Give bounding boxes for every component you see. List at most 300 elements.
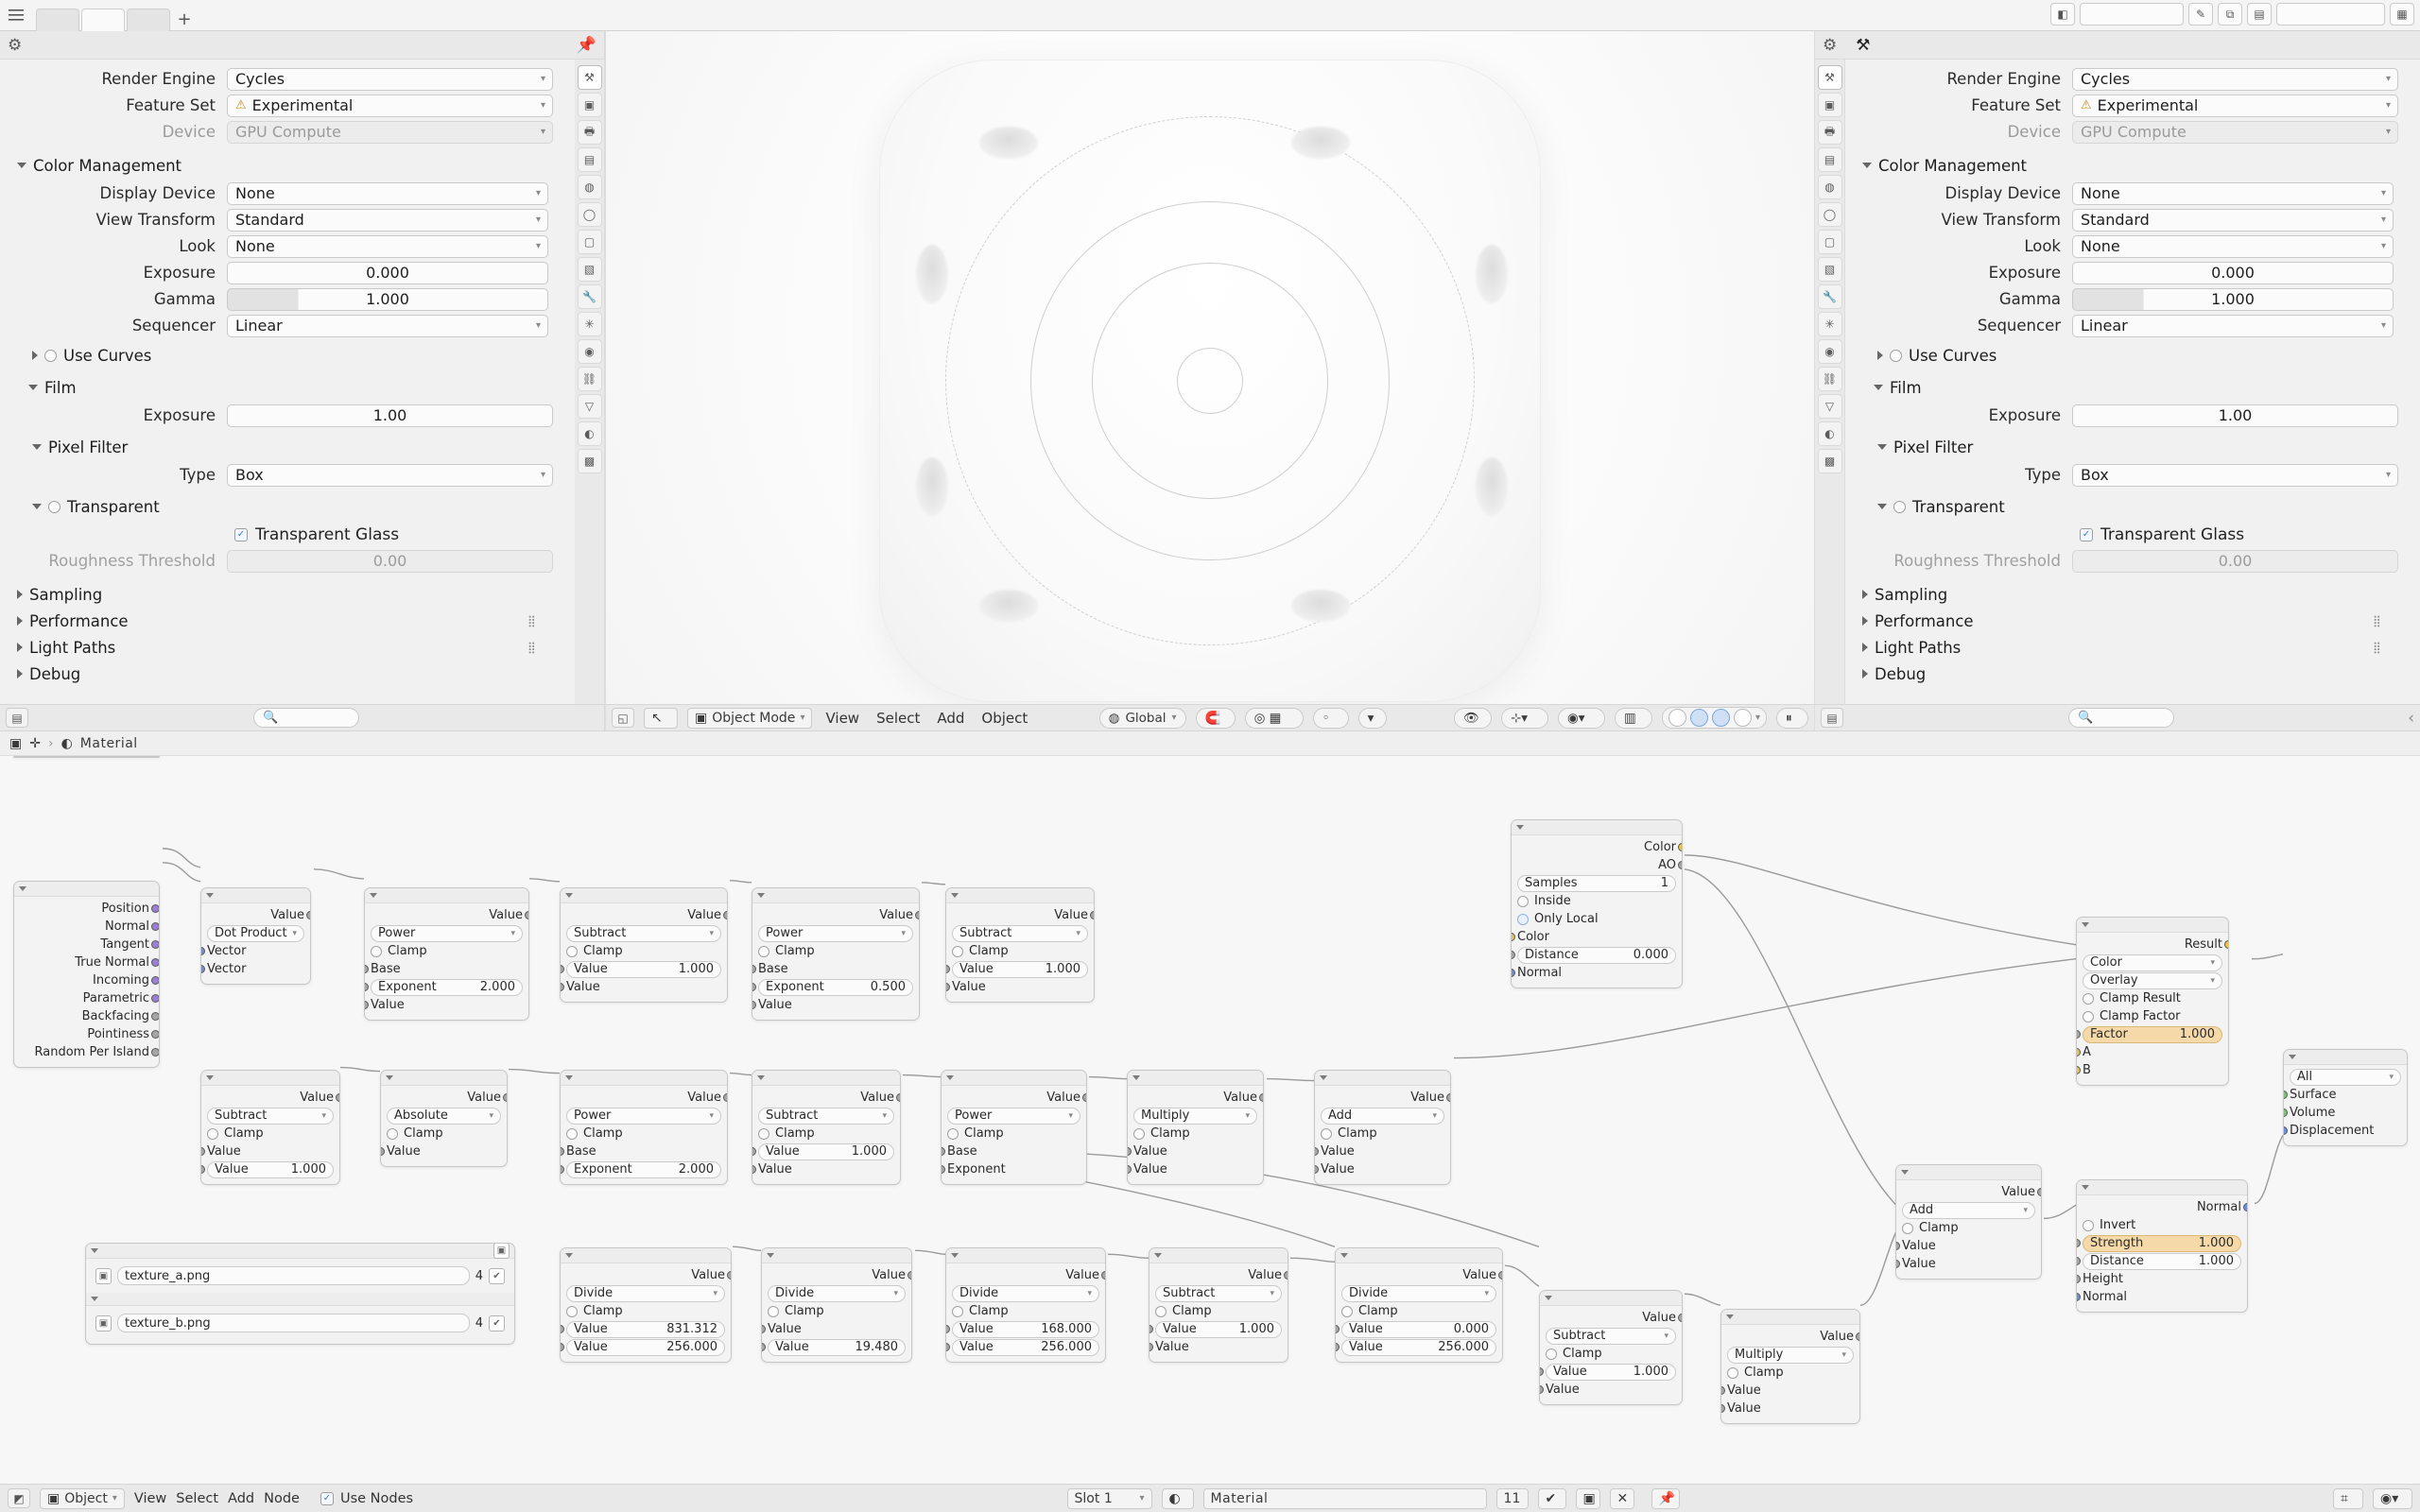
tab-physics[interactable]: ◉ — [578, 339, 602, 364]
debug-section[interactable] — [1862, 662, 2409, 686]
tab-object[interactable]: ▧ — [578, 257, 602, 282]
target-dropdown[interactable]: All ▾ — [2290, 1068, 2401, 1086]
operation-dropdown[interactable]: Subtract ▾ — [566, 924, 721, 942]
node-header[interactable] — [381, 1071, 507, 1086]
displacement-input-row[interactable] — [2290, 1122, 2401, 1140]
workspace-tab-3[interactable] — [127, 9, 170, 31]
node-math-subtract-2[interactable] — [945, 887, 1095, 1003]
node-header[interactable] — [86, 1244, 514, 1259]
color-management-section[interactable] — [17, 153, 562, 178]
node-output-row[interactable] — [952, 906, 1088, 924]
roughness-threshold-field[interactable] — [227, 550, 553, 573]
node-math-power-3[interactable] — [560, 1070, 728, 1185]
strength-field-row[interactable] — [2083, 1234, 2241, 1252]
clamp-factor-row[interactable] — [2083, 1007, 2222, 1025]
tab-constraints[interactable]: ⛓ — [578, 367, 602, 391]
filter-type-field[interactable] — [227, 464, 553, 487]
value-field-row[interactable] — [1546, 1363, 1676, 1381]
node-input-row[interactable] — [1321, 1143, 1444, 1160]
tab-data[interactable]: ▽ — [578, 394, 602, 419]
shading-rendered[interactable] — [1734, 709, 1752, 727]
clamp-checkbox-row[interactable] — [566, 1125, 721, 1143]
xray-icon[interactable]: ▥ — [1615, 708, 1652, 729]
node-canvas[interactable] — [0, 756, 2420, 1484]
film-exposure-field[interactable] — [2072, 404, 2398, 427]
node-output-row[interactable] — [1321, 1089, 1444, 1107]
light-paths-section[interactable] — [17, 635, 562, 660]
node-input-row[interactable] — [1727, 1382, 1854, 1400]
unlink-icon[interactable]: ✕ — [1610, 1488, 1634, 1509]
node-mix-rgb[interactable] — [2076, 917, 2229, 1086]
node-output-row[interactable] — [20, 1007, 149, 1025]
image-icon[interactable]: ▣ — [95, 1315, 112, 1332]
tab-view-layer[interactable]: ▤ — [578, 147, 602, 172]
node-input-row[interactable] — [207, 1143, 334, 1160]
image-users-count[interactable]: 4 — [475, 1315, 483, 1331]
node-math-power[interactable] — [364, 887, 529, 1021]
node-input-row[interactable] — [947, 1160, 1080, 1178]
debug-section[interactable] — [17, 662, 562, 686]
node-output-row[interactable] — [20, 989, 149, 1007]
properties-tab-column-right[interactable] — [1815, 60, 1845, 704]
node-header[interactable] — [561, 1071, 727, 1086]
tab-tool[interactable]: ⚒ — [578, 65, 602, 90]
exposure-field[interactable] — [2072, 262, 2394, 284]
options-icon[interactable]: ⣿ — [2373, 641, 2382, 654]
exponent-field-row[interactable] — [371, 978, 523, 996]
node-output-row[interactable] — [20, 971, 149, 989]
look-field[interactable] — [2072, 235, 2394, 258]
shading-solid[interactable] — [1690, 709, 1708, 727]
transparent-checkbox[interactable] — [48, 501, 60, 513]
gizmo-icon[interactable]: ⊹▾ — [1501, 708, 1548, 729]
tab-particles[interactable]: ✳ — [578, 312, 602, 336]
node-output-row[interactable] — [20, 954, 149, 971]
node-input-row[interactable] — [1727, 1400, 1854, 1418]
tab-modifiers[interactable]: 🔧 — [1818, 284, 1842, 309]
node-output-row[interactable] — [947, 1089, 1080, 1107]
node-output-row[interactable] — [20, 936, 149, 954]
tab-world[interactable]: ◯ — [578, 202, 602, 227]
options-icon[interactable]: ⣿ — [527, 641, 537, 654]
tab-view-layer[interactable]: ▤ — [1818, 147, 1842, 172]
node-header[interactable] — [946, 888, 1094, 903]
clamp-checkbox-row[interactable] — [952, 1302, 1099, 1320]
view-layer-icon[interactable]: ▤ — [2247, 3, 2272, 26]
b-input-row[interactable] — [2083, 1061, 2222, 1079]
editor-type-icon[interactable]: ▤ — [6, 708, 28, 728]
node-input-row[interactable] — [371, 996, 523, 1014]
display-device-field[interactable] — [227, 182, 548, 205]
fake-user-icon[interactable]: ✔ — [489, 1315, 505, 1332]
sampling-section[interactable] — [17, 582, 562, 607]
workspace-tab-1[interactable] — [36, 9, 79, 31]
node-input-row[interactable] — [1155, 1338, 1282, 1356]
tab-output[interactable]: 🖶 — [1818, 120, 1842, 145]
node-output-row[interactable] — [758, 1089, 894, 1107]
tab-texture[interactable]: ▩ — [1818, 449, 1842, 473]
node-subheader[interactable] — [86, 1293, 514, 1306]
overlays-icon[interactable]: ◉▾ — [1558, 708, 1605, 729]
transparent-glass-checkbox[interactable]: ✓ — [234, 528, 248, 541]
node-input-row[interactable] — [566, 1143, 721, 1160]
clamp-checkbox-row[interactable] — [1902, 1219, 2035, 1237]
filter-type-field[interactable] — [2072, 464, 2398, 487]
operation-dropdown[interactable]: Multiply ▾ — [1133, 1107, 1257, 1125]
exponent-field-row[interactable] — [566, 1160, 721, 1178]
clamp-checkbox-row[interactable] — [947, 1125, 1080, 1143]
node-editor-icon[interactable]: ◩ — [8, 1488, 30, 1508]
value-field-row[interactable] — [768, 1338, 906, 1356]
mode-selector[interactable]: ▣ Object Mode ▾ — [687, 708, 812, 729]
tool-icon[interactable]: ⚒ — [1856, 35, 1871, 55]
tab-render[interactable]: ▣ — [1818, 93, 1842, 117]
node-math-absolute[interactable] — [380, 1070, 508, 1167]
node-output-row[interactable] — [1133, 1089, 1257, 1107]
tab-material[interactable]: ◐ — [1818, 421, 1842, 446]
collapse-icon[interactable]: ‹ — [2408, 708, 2414, 728]
node-input-row[interactable] — [566, 978, 721, 996]
value-field-row[interactable] — [1341, 1320, 1496, 1338]
tab-texture[interactable]: ▩ — [578, 449, 602, 473]
workspace-tabs[interactable] — [32, 0, 197, 31]
node-output-row[interactable] — [20, 1043, 149, 1061]
render-engine-field[interactable] — [2072, 68, 2398, 91]
shading-mode-group[interactable]: ▾ — [1662, 707, 1767, 729]
display-device-field[interactable] — [2072, 182, 2394, 205]
snap-icon[interactable]: ⌗ — [2333, 1488, 2363, 1509]
distance-field-row[interactable] — [2083, 1252, 2241, 1270]
menu-select[interactable]: Select — [876, 709, 921, 727]
node-input-row[interactable] — [387, 1143, 501, 1160]
search-input[interactable] — [253, 708, 359, 728]
value-field-row[interactable] — [1341, 1338, 1496, 1356]
a-input-row[interactable] — [2083, 1043, 2222, 1061]
operation-dropdown[interactable]: Subtract ▾ — [952, 924, 1088, 942]
viewport-gizmo-button[interactable]: ↖ — [644, 708, 678, 729]
node-math-subtract-4[interactable] — [752, 1070, 901, 1185]
slot-selector[interactable]: Slot 1 ▾ — [1067, 1488, 1152, 1509]
value-field-row[interactable] — [566, 960, 721, 978]
node-output-row[interactable] — [1341, 1266, 1496, 1284]
node-output-row[interactable] — [758, 906, 913, 924]
properties-tab-column-left[interactable] — [575, 60, 605, 704]
clamp-result-row[interactable] — [2083, 989, 2222, 1007]
value-field-row[interactable] — [207, 1160, 334, 1178]
transparent-section[interactable] — [1877, 494, 2409, 519]
tab-world[interactable]: ◯ — [1818, 202, 1842, 227]
node-header[interactable] — [561, 1248, 731, 1263]
menu-select[interactable]: Select — [176, 1490, 219, 1506]
image-datablock-icons[interactable] — [493, 1243, 510, 1259]
tab-scene[interactable]: ◍ — [1818, 175, 1842, 199]
scene-field[interactable] — [2080, 3, 2184, 26]
node-header[interactable] — [1896, 1165, 2041, 1180]
clamp-checkbox-row[interactable] — [371, 942, 523, 960]
clamp-checkbox-row[interactable] — [1546, 1345, 1676, 1363]
node-output-row[interactable] — [1546, 1309, 1676, 1327]
gamma-field[interactable] — [227, 288, 548, 311]
node-header[interactable] — [561, 888, 727, 903]
node-math-power-4[interactable] — [941, 1070, 1087, 1185]
operation-dropdown[interactable]: Divide ▾ — [1341, 1284, 1496, 1302]
value-field-row[interactable] — [566, 1338, 725, 1356]
operation-dropdown[interactable]: Dot Product ▾ — [207, 924, 304, 942]
options-icon[interactable]: ⣿ — [527, 614, 537, 627]
volume-input-row[interactable] — [2290, 1104, 2401, 1122]
use-curves-row[interactable] — [1877, 343, 2409, 368]
node-math-divide-3[interactable] — [945, 1247, 1106, 1363]
node-math-subtract-3[interactable] — [200, 1070, 340, 1185]
browse-material-icon[interactable]: ◐ — [1162, 1488, 1194, 1509]
normal-input-row[interactable] — [1517, 964, 1676, 982]
image-row[interactable] — [95, 1312, 505, 1334]
node-header[interactable] — [752, 1071, 900, 1086]
performance-section[interactable] — [1862, 609, 2409, 633]
use-nodes-checkbox[interactable]: ✓ — [320, 1492, 334, 1505]
node-output-row[interactable] — [387, 1089, 501, 1107]
clamp-checkbox-row[interactable] — [1321, 1125, 1444, 1143]
proportional-falloff-dropdown[interactable]: ▾ — [1358, 708, 1387, 729]
tab-physics[interactable]: ◉ — [1818, 339, 1842, 364]
node-tree-icon[interactable]: ▣ — [9, 735, 23, 751]
distance-field-row[interactable] — [1517, 946, 1676, 964]
options-icon[interactable]: ⣿ — [2373, 614, 2382, 627]
node-math-subtract-6[interactable] — [1539, 1290, 1683, 1405]
transparent-checkbox[interactable] — [1893, 501, 1906, 513]
pixel-filter-section[interactable] — [1877, 435, 2409, 459]
node-bump[interactable] — [2076, 1179, 2248, 1313]
node-math-subtract[interactable] — [560, 887, 728, 1003]
copy-scene-icon[interactable]: ⧉ — [2218, 3, 2242, 26]
viewport-3d[interactable] — [605, 31, 1815, 730]
node-image-texture-group[interactable] — [85, 1243, 515, 1345]
tab-modifiers[interactable]: 🔧 — [578, 284, 602, 309]
node-input-row[interactable] — [952, 978, 1088, 996]
material-name-field[interactable] — [1203, 1488, 1487, 1509]
node-input-row[interactable] — [1902, 1255, 2035, 1273]
tab-constraints[interactable]: ⛓ — [1818, 367, 1842, 391]
search-input[interactable] — [2068, 708, 2174, 728]
proportional-edit-icon[interactable]: ◦ — [1313, 708, 1349, 729]
view-layer-field[interactable] — [2276, 3, 2385, 26]
node-header[interactable] — [762, 1248, 911, 1263]
clamp-checkbox-row[interactable] — [207, 1125, 334, 1143]
operation-dropdown[interactable]: Divide ▾ — [566, 1284, 725, 1302]
node-output-row[interactable] — [952, 1266, 1099, 1284]
node-input-row[interactable] — [1321, 1160, 1444, 1178]
image-icon[interactable]: ▣ — [95, 1268, 112, 1284]
operation-dropdown[interactable]: Power ▾ — [947, 1107, 1080, 1125]
viewport-canvas[interactable] — [606, 31, 1814, 730]
new-material-icon[interactable]: ▣ — [1576, 1488, 1600, 1509]
clamp-checkbox-row[interactable] — [1133, 1125, 1257, 1143]
clamp-checkbox-row[interactable] — [758, 1125, 894, 1143]
tab-particles[interactable]: ✳ — [1818, 312, 1842, 336]
add-icon[interactable]: ✛ — [29, 735, 41, 751]
invert-checkbox-row[interactable] — [2083, 1216, 2241, 1234]
editor-type-icon[interactable]: ▤ — [1821, 708, 1843, 728]
film-section[interactable] — [1874, 375, 2409, 400]
scene-icon[interactable]: ◧ — [2050, 3, 2075, 26]
tab-collection[interactable]: ▢ — [1818, 230, 1842, 254]
transform-orientation-selector[interactable]: ◍ Global ▾ — [1099, 708, 1186, 729]
operation-dropdown[interactable]: Multiply ▾ — [1727, 1346, 1854, 1364]
overlay-icon[interactable]: ◉▾ — [2373, 1488, 2412, 1509]
operation-dropdown[interactable]: Absolute ▾ — [387, 1107, 501, 1125]
shader-type-selector[interactable]: ▣ Object ▾ — [40, 1488, 125, 1509]
film-exposure-field[interactable] — [227, 404, 553, 427]
pin-icon[interactable]: 📌 — [576, 35, 596, 55]
clamp-checkbox-row[interactable] — [566, 942, 721, 960]
magnet-icon[interactable]: 🧲 — [1196, 708, 1236, 729]
node-output-row[interactable] — [566, 906, 721, 924]
clamp-checkbox-row[interactable] — [387, 1125, 501, 1143]
workspace-tab-2[interactable] — [81, 9, 125, 31]
menu-view[interactable]: View — [133, 1490, 167, 1506]
view-transform-field[interactable] — [2072, 209, 2394, 232]
view-transform-field[interactable] — [227, 209, 548, 232]
node-input-row[interactable] — [947, 1143, 1080, 1160]
render-engine-field[interactable] — [227, 68, 553, 91]
height-input-row[interactable] — [2083, 1270, 2241, 1288]
factor-field-row[interactable] — [2083, 1025, 2222, 1043]
node-header[interactable] — [2077, 918, 2228, 933]
node-output-row[interactable] — [2083, 1198, 2241, 1216]
node-output-row[interactable] — [207, 906, 304, 924]
menu-node[interactable]: Node — [264, 1490, 300, 1506]
fake-user-icon[interactable]: ✔ — [1538, 1488, 1566, 1509]
node-header[interactable] — [752, 888, 919, 903]
performance-section[interactable] — [17, 609, 562, 633]
node-output-row[interactable] — [1517, 838, 1676, 856]
clamp-checkbox-row[interactable] — [1155, 1302, 1282, 1320]
node-header[interactable] — [1150, 1248, 1288, 1263]
value-field-row[interactable] — [1155, 1320, 1282, 1338]
node-header[interactable] — [2284, 1050, 2407, 1065]
light-paths-section[interactable] — [1862, 635, 2409, 660]
pause-icon[interactable]: ⏸ — [1776, 708, 1808, 729]
node-math-add-2[interactable] — [1895, 1164, 2042, 1280]
exposure-field[interactable] — [227, 262, 548, 284]
node-math-add[interactable] — [1314, 1070, 1451, 1185]
roughness-threshold-field[interactable] — [2072, 550, 2398, 573]
node-math-multiply-2[interactable] — [1720, 1309, 1860, 1424]
tab-tool[interactable]: ⚒ — [1818, 65, 1842, 90]
normal-input-row[interactable] — [2083, 1288, 2241, 1306]
node-ambient-occlusion[interactable] — [1511, 819, 1683, 988]
node-header[interactable] — [1512, 820, 1682, 835]
tab-data[interactable]: ▽ — [1818, 394, 1842, 419]
value-field-row[interactable] — [952, 1320, 1099, 1338]
node-math-divide-2[interactable] — [761, 1247, 912, 1363]
node-header[interactable] — [14, 882, 159, 897]
device-field[interactable] — [2072, 121, 2398, 144]
operation-dropdown[interactable]: Power ▾ — [566, 1107, 721, 1125]
node-input-row[interactable] — [758, 996, 913, 1014]
visibility-icon[interactable]: 👁 — [1454, 708, 1492, 729]
node-input-row[interactable] — [1133, 1143, 1257, 1160]
menu-object[interactable]: Object — [981, 709, 1028, 727]
node-vector-math[interactable] — [200, 887, 311, 985]
properties-editor-icon[interactable]: ⚙ — [8, 35, 23, 55]
clamp-checkbox-row[interactable] — [768, 1302, 906, 1320]
look-field[interactable] — [227, 235, 548, 258]
node-header[interactable] — [1540, 1291, 1682, 1306]
node-header[interactable] — [201, 1071, 339, 1086]
node-output-row[interactable] — [1902, 1183, 2035, 1201]
color-input-row[interactable] — [1517, 928, 1676, 946]
snapping-options[interactable]: ◎ ▦ — [1245, 708, 1304, 729]
operation-dropdown[interactable]: Add ▾ — [1902, 1201, 2035, 1219]
film-section[interactable] — [28, 375, 562, 400]
tab-material[interactable]: ◐ — [578, 421, 602, 446]
image-row[interactable] — [95, 1264, 505, 1287]
operation-dropdown[interactable]: Divide ▾ — [768, 1284, 906, 1302]
inside-checkbox-row[interactable] — [1517, 892, 1676, 910]
clamp-checkbox-row[interactable] — [758, 942, 913, 960]
node-output-row[interactable] — [1727, 1328, 1854, 1346]
node-input-row[interactable] — [758, 960, 913, 978]
color-management-section[interactable] — [1862, 153, 2409, 178]
node-header[interactable] — [1721, 1310, 1859, 1325]
operation-dropdown[interactable]: Subtract ▾ — [1155, 1284, 1282, 1302]
clamp-checkbox-row[interactable] — [1727, 1364, 1854, 1382]
menu-add[interactable]: Add — [228, 1490, 255, 1506]
operation-dropdown[interactable]: Subtract ▾ — [207, 1107, 334, 1125]
transparent-section[interactable] — [32, 494, 562, 519]
add-workspace-button[interactable]: + — [177, 9, 192, 29]
node-math-divide-4[interactable] — [1335, 1247, 1503, 1363]
node-output-row[interactable] — [768, 1266, 906, 1284]
new-scene-icon[interactable]: ✎ — [2188, 3, 2213, 26]
image-users-count[interactable]: 4 — [475, 1268, 483, 1283]
node-header[interactable] — [2077, 1180, 2247, 1195]
operation-dropdown[interactable]: Add ▾ — [1321, 1107, 1444, 1125]
image-icon[interactable]: ▣ — [493, 1243, 510, 1259]
samples-field-row[interactable] — [1517, 874, 1676, 892]
pixel-filter-section[interactable] — [32, 435, 562, 459]
blend-mode-dropdown[interactable]: Overlay ▾ — [2083, 971, 2222, 989]
operation-dropdown[interactable]: Power ▾ — [371, 924, 523, 942]
surface-input-row[interactable] — [2290, 1086, 2401, 1104]
node-header[interactable] — [1336, 1248, 1502, 1263]
use-curves-checkbox[interactable] — [1890, 350, 1902, 362]
node-header[interactable] — [942, 1071, 1086, 1086]
fake-user-icon[interactable]: ✔ — [489, 1268, 505, 1284]
menu-add[interactable]: Add — [937, 709, 965, 727]
node-material-output[interactable] — [2283, 1049, 2408, 1146]
feature-set-field[interactable] — [227, 94, 553, 117]
node-math-power-2[interactable] — [752, 887, 920, 1021]
node-output-row[interactable] — [1517, 856, 1676, 874]
node-input-row[interactable] — [758, 1160, 894, 1178]
tab-output[interactable]: 🖶 — [578, 120, 602, 145]
clamp-checkbox-row[interactable] — [952, 942, 1088, 960]
node-input-row[interactable] — [1902, 1237, 2035, 1255]
editor-type-icon[interactable]: ◱ — [612, 708, 634, 728]
node-output-row[interactable] — [20, 1025, 149, 1043]
pin-icon[interactable]: 📌 — [1651, 1488, 1680, 1509]
sequencer-field[interactable] — [2072, 315, 2394, 337]
value-field-row[interactable] — [952, 960, 1088, 978]
operation-dropdown[interactable]: Subtract ▾ — [1546, 1327, 1676, 1345]
node-output-row[interactable] — [20, 900, 149, 918]
sampling-section[interactable] — [1862, 582, 2409, 607]
clamp-checkbox-row[interactable] — [566, 1302, 725, 1320]
node-input-row[interactable] — [207, 960, 304, 978]
node-output-row[interactable] — [2083, 936, 2222, 954]
